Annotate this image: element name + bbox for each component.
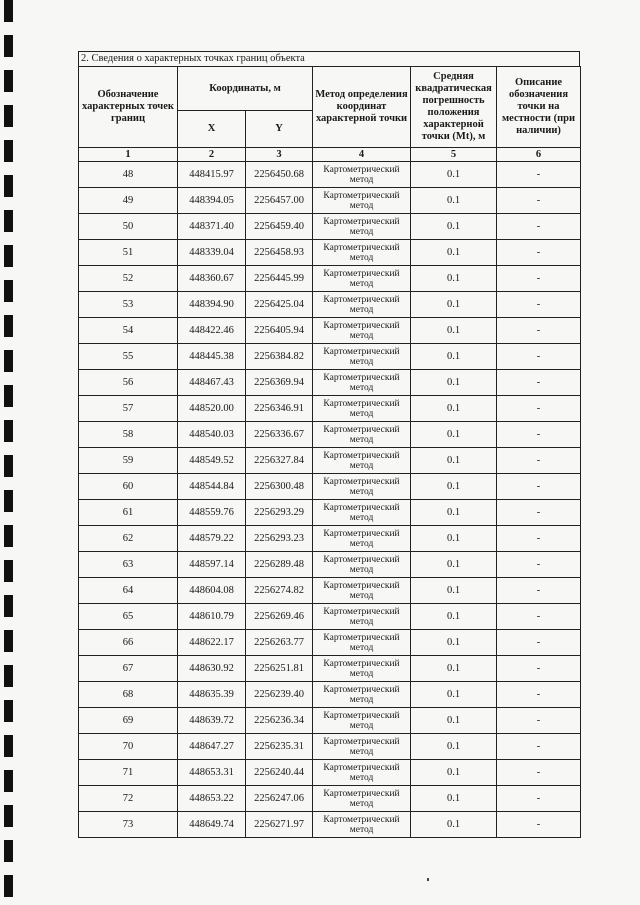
error-cell: 0.1 xyxy=(411,578,497,604)
x-coordinate-cell: 448559.76 xyxy=(178,500,246,526)
method-cell xyxy=(313,786,411,812)
method-cell xyxy=(313,396,411,422)
y-coordinate-cell: 2256251.81 xyxy=(246,656,313,682)
column-number: 3 xyxy=(246,148,313,162)
point-number-cell: 72 xyxy=(79,786,178,812)
point-number-cell: 54 xyxy=(79,318,178,344)
method-cell xyxy=(313,240,411,266)
x-coordinate-cell: 448544.84 xyxy=(178,474,246,500)
description-cell: - xyxy=(497,344,581,370)
method-line-2: метод xyxy=(349,538,374,549)
description-cell: - xyxy=(497,760,581,786)
error-cell: 0.1 xyxy=(411,656,497,682)
method-cell xyxy=(313,552,411,578)
point-number-cell: 69 xyxy=(79,708,178,734)
point-number-cell: 73 xyxy=(79,812,178,838)
header-y: Y xyxy=(246,111,313,148)
method-line-2: метод xyxy=(349,694,374,705)
error-cell: 0.1 xyxy=(411,474,497,500)
x-coordinate-cell: 448647.27 xyxy=(178,734,246,760)
method-line-1: Картометрический xyxy=(323,762,400,773)
x-coordinate-cell: 448549.52 xyxy=(178,448,246,474)
method-cell xyxy=(313,448,411,474)
point-number-cell: 52 xyxy=(79,266,178,292)
x-coordinate-cell: 448415.97 xyxy=(178,162,246,188)
method-cell xyxy=(313,708,411,734)
description-cell: - xyxy=(497,578,581,604)
description-cell: - xyxy=(497,292,581,318)
x-coordinate-cell: 448520.00 xyxy=(178,396,246,422)
method-cell xyxy=(313,318,411,344)
error-cell: 0.1 xyxy=(411,344,497,370)
table-row xyxy=(79,812,581,838)
x-coordinate-cell: 448445.38 xyxy=(178,344,246,370)
error-cell: 0.1 xyxy=(411,552,497,578)
method-line-1: Картометрический xyxy=(323,190,400,201)
method-line-1: Картометрический xyxy=(323,320,400,331)
x-coordinate-cell: 448649.74 xyxy=(178,812,246,838)
table-row xyxy=(79,214,581,240)
x-coordinate-cell: 448394.90 xyxy=(178,292,246,318)
method-line-1: Картометрический xyxy=(323,580,400,591)
description-cell: - xyxy=(497,656,581,682)
table-row xyxy=(79,396,581,422)
y-coordinate-cell: 2256445.99 xyxy=(246,266,313,292)
description-cell: - xyxy=(497,786,581,812)
method-line-2: метод xyxy=(349,434,374,445)
error-cell: 0.1 xyxy=(411,240,497,266)
error-cell: 0.1 xyxy=(411,396,497,422)
description-cell: - xyxy=(497,214,581,240)
description-cell: - xyxy=(497,552,581,578)
method-line-2: метод xyxy=(349,408,374,419)
method-line-1: Картометрический xyxy=(323,814,400,825)
y-coordinate-cell: 2256336.67 xyxy=(246,422,313,448)
description-cell: - xyxy=(497,370,581,396)
point-number-cell: 60 xyxy=(79,474,178,500)
method-line-2: метод xyxy=(349,668,374,679)
description-cell: - xyxy=(497,240,581,266)
column-number: 4 xyxy=(313,148,411,162)
method-line-2: метод xyxy=(349,226,374,237)
point-number-cell: 71 xyxy=(79,760,178,786)
description-cell: - xyxy=(497,682,581,708)
error-cell: 0.1 xyxy=(411,292,497,318)
method-line-1: Картометрический xyxy=(323,268,400,279)
description-cell: - xyxy=(497,630,581,656)
description-cell: - xyxy=(497,604,581,630)
method-cell xyxy=(313,266,411,292)
x-coordinate-cell: 448579.22 xyxy=(178,526,246,552)
point-number-cell: 65 xyxy=(79,604,178,630)
method-line-2: метод xyxy=(349,330,374,341)
method-cell xyxy=(313,734,411,760)
y-coordinate-cell: 2256384.82 xyxy=(246,344,313,370)
error-cell: 0.1 xyxy=(411,760,497,786)
method-line-1: Картометрический xyxy=(323,372,400,383)
method-line-1: Картометрический xyxy=(323,450,400,461)
method-cell xyxy=(313,474,411,500)
method-line-2: метод xyxy=(349,382,374,393)
table-row xyxy=(79,630,581,656)
error-cell: 0.1 xyxy=(411,266,497,292)
point-number-cell: 49 xyxy=(79,188,178,214)
x-coordinate-cell: 448622.17 xyxy=(178,630,246,656)
point-number-cell: 61 xyxy=(79,500,178,526)
point-number-cell: 55 xyxy=(79,344,178,370)
column-number: 5 xyxy=(411,148,497,162)
method-line-2: метод xyxy=(349,720,374,731)
x-coordinate-cell: 448597.14 xyxy=(178,552,246,578)
method-line-1: Картометрический xyxy=(323,606,400,617)
x-coordinate-cell: 448540.03 xyxy=(178,422,246,448)
error-cell: 0.1 xyxy=(411,604,497,630)
description-cell: - xyxy=(497,422,581,448)
point-number-cell: 63 xyxy=(79,552,178,578)
method-cell xyxy=(313,344,411,370)
y-coordinate-cell: 2256458.93 xyxy=(246,240,313,266)
table-row xyxy=(79,578,581,604)
method-line-1: Картометрический xyxy=(323,528,400,539)
error-cell: 0.1 xyxy=(411,162,497,188)
method-line-1: Картометрический xyxy=(323,788,400,799)
method-line-1: Картометрический xyxy=(323,346,400,357)
point-number-cell: 68 xyxy=(79,682,178,708)
point-number-cell: 66 xyxy=(79,630,178,656)
y-coordinate-cell: 2256274.82 xyxy=(246,578,313,604)
description-cell: - xyxy=(497,812,581,838)
header-coordinates: Координаты, м xyxy=(178,67,313,111)
boundary-points-sheet xyxy=(78,51,580,838)
y-coordinate-cell: 2256300.48 xyxy=(246,474,313,500)
method-line-2: метод xyxy=(349,486,374,497)
table-row xyxy=(79,318,581,344)
x-coordinate-cell: 448604.08 xyxy=(178,578,246,604)
column-number: 2 xyxy=(178,148,246,162)
method-line-1: Картометрический xyxy=(323,658,400,669)
y-coordinate-cell: 2256405.94 xyxy=(246,318,313,344)
method-line-1: Картометрический xyxy=(323,736,400,747)
method-cell xyxy=(313,370,411,396)
point-number-cell: 53 xyxy=(79,292,178,318)
method-cell xyxy=(313,604,411,630)
x-coordinate-cell: 448653.22 xyxy=(178,786,246,812)
method-line-2: метод xyxy=(349,278,374,289)
header-point-designation: Обозначение характерных точек границ xyxy=(79,67,178,148)
description-cell: - xyxy=(497,474,581,500)
description-cell: - xyxy=(497,188,581,214)
method-cell xyxy=(313,630,411,656)
description-cell: - xyxy=(497,318,581,344)
method-line-1: Картометрический xyxy=(323,242,400,253)
method-line-2: метод xyxy=(349,824,374,835)
y-coordinate-cell: 2256450.68 xyxy=(246,162,313,188)
method-cell xyxy=(313,500,411,526)
table-row xyxy=(79,240,581,266)
point-number-cell: 48 xyxy=(79,162,178,188)
x-coordinate-cell: 448422.46 xyxy=(178,318,246,344)
point-number-cell: 57 xyxy=(79,396,178,422)
scan-speck xyxy=(427,878,429,881)
method-line-2: метод xyxy=(349,460,374,471)
y-coordinate-cell: 2256457.00 xyxy=(246,188,313,214)
method-line-1: Картометрический xyxy=(323,294,400,305)
point-number-cell: 51 xyxy=(79,240,178,266)
method-line-2: метод xyxy=(349,356,374,367)
y-coordinate-cell: 2256293.23 xyxy=(246,526,313,552)
y-coordinate-cell: 2256263.77 xyxy=(246,630,313,656)
method-cell xyxy=(313,578,411,604)
column-number: 6 xyxy=(497,148,581,162)
table-row xyxy=(79,734,581,760)
method-cell xyxy=(313,162,411,188)
method-line-2: метод xyxy=(349,512,374,523)
x-coordinate-cell: 448360.67 xyxy=(178,266,246,292)
table-row xyxy=(79,474,581,500)
y-coordinate-cell: 2256240.44 xyxy=(246,760,313,786)
table-row xyxy=(79,370,581,396)
x-coordinate-cell: 448639.72 xyxy=(178,708,246,734)
y-coordinate-cell: 2256425.04 xyxy=(246,292,313,318)
table-row xyxy=(79,552,581,578)
header-x: X xyxy=(178,111,246,148)
method-line-2: метод xyxy=(349,590,374,601)
table-row xyxy=(79,604,581,630)
table-row xyxy=(79,500,581,526)
method-line-1: Картометрический xyxy=(323,632,400,643)
y-coordinate-cell: 2256289.48 xyxy=(246,552,313,578)
method-cell xyxy=(313,188,411,214)
y-coordinate-cell: 2256459.40 xyxy=(246,214,313,240)
error-cell: 0.1 xyxy=(411,500,497,526)
method-line-2: метод xyxy=(349,304,374,315)
table-row xyxy=(79,448,581,474)
description-cell: - xyxy=(497,162,581,188)
method-cell xyxy=(313,292,411,318)
method-line-1: Картометрический xyxy=(323,684,400,695)
description-cell: - xyxy=(497,708,581,734)
y-coordinate-cell: 2256293.29 xyxy=(246,500,313,526)
binding-holes-strip xyxy=(4,0,13,905)
method-line-1: Картометрический xyxy=(323,164,400,175)
point-number-cell: 64 xyxy=(79,578,178,604)
header-method: Метод определения координат характерной точки xyxy=(313,67,411,148)
x-coordinate-cell: 448371.40 xyxy=(178,214,246,240)
method-line-2: метод xyxy=(349,798,374,809)
method-cell xyxy=(313,760,411,786)
error-cell: 0.1 xyxy=(411,708,497,734)
error-cell: 0.1 xyxy=(411,526,497,552)
error-cell: 0.1 xyxy=(411,812,497,838)
error-cell: 0.1 xyxy=(411,214,497,240)
y-coordinate-cell: 2256235.31 xyxy=(246,734,313,760)
section-title: 2. Сведения о характерных точках границ объекта xyxy=(78,51,580,66)
y-coordinate-cell: 2256327.84 xyxy=(246,448,313,474)
y-coordinate-cell: 2256269.46 xyxy=(246,604,313,630)
description-cell: - xyxy=(497,500,581,526)
point-number-cell: 70 xyxy=(79,734,178,760)
error-cell: 0.1 xyxy=(411,734,497,760)
error-cell: 0.1 xyxy=(411,422,497,448)
table-row xyxy=(79,344,581,370)
table-row xyxy=(79,292,581,318)
error-cell: 0.1 xyxy=(411,448,497,474)
x-coordinate-cell: 448394.05 xyxy=(178,188,246,214)
table-row xyxy=(79,266,581,292)
table-row xyxy=(79,526,581,552)
point-number-cell: 58 xyxy=(79,422,178,448)
method-cell xyxy=(313,812,411,838)
method-line-1: Картометрический xyxy=(323,424,400,435)
method-line-1: Картометрический xyxy=(323,502,400,513)
method-line-2: метод xyxy=(349,616,374,627)
point-number-cell: 67 xyxy=(79,656,178,682)
description-cell: - xyxy=(497,396,581,422)
table-row xyxy=(79,422,581,448)
method-cell xyxy=(313,526,411,552)
y-coordinate-cell: 2256369.94 xyxy=(246,370,313,396)
x-coordinate-cell: 448630.92 xyxy=(178,656,246,682)
method-cell xyxy=(313,214,411,240)
description-cell: - xyxy=(497,448,581,474)
method-line-2: метод xyxy=(349,746,374,757)
x-coordinate-cell: 448467.43 xyxy=(178,370,246,396)
table-body xyxy=(79,162,581,838)
header-description: Описание обозначения точки на местности (при наличии) xyxy=(497,67,581,148)
method-line-1: Картометрический xyxy=(323,398,400,409)
table-row xyxy=(79,760,581,786)
method-line-1: Картометрический xyxy=(323,710,400,721)
table-row xyxy=(79,708,581,734)
description-cell: - xyxy=(497,734,581,760)
y-coordinate-cell: 2256239.40 xyxy=(246,682,313,708)
y-coordinate-cell: 2256247.06 xyxy=(246,786,313,812)
method-line-2: метод xyxy=(349,642,374,653)
method-line-2: метод xyxy=(349,252,374,263)
x-coordinate-cell: 448610.79 xyxy=(178,604,246,630)
error-cell: 0.1 xyxy=(411,370,497,396)
table-row xyxy=(79,162,581,188)
description-cell: - xyxy=(497,526,581,552)
point-number-cell: 59 xyxy=(79,448,178,474)
table-row xyxy=(79,656,581,682)
method-line-2: метод xyxy=(349,174,374,185)
method-line-2: метод xyxy=(349,564,374,575)
column-number: 1 xyxy=(79,148,178,162)
method-cell xyxy=(313,682,411,708)
description-cell: - xyxy=(497,266,581,292)
y-coordinate-cell: 2256346.91 xyxy=(246,396,313,422)
boundary-points-table xyxy=(78,66,581,838)
y-coordinate-cell: 2256236.34 xyxy=(246,708,313,734)
method-line-1: Картометрический xyxy=(323,476,400,487)
error-cell: 0.1 xyxy=(411,682,497,708)
table-row xyxy=(79,188,581,214)
header-error: Средняя квадратическая погрешность положения характерной точки (Mt), м xyxy=(411,67,497,148)
point-number-cell: 62 xyxy=(79,526,178,552)
method-line-2: метод xyxy=(349,200,374,211)
table-row xyxy=(79,682,581,708)
table-row xyxy=(79,786,581,812)
method-cell xyxy=(313,656,411,682)
error-cell: 0.1 xyxy=(411,630,497,656)
x-coordinate-cell: 448339.04 xyxy=(178,240,246,266)
method-line-2: метод xyxy=(349,772,374,783)
column-number-row xyxy=(79,148,581,162)
x-coordinate-cell: 448653.31 xyxy=(178,760,246,786)
point-number-cell: 50 xyxy=(79,214,178,240)
method-line-1: Картометрический xyxy=(323,216,400,227)
method-line-1: Картометрический xyxy=(323,554,400,565)
x-coordinate-cell: 448635.39 xyxy=(178,682,246,708)
error-cell: 0.1 xyxy=(411,786,497,812)
point-number-cell: 56 xyxy=(79,370,178,396)
error-cell: 0.1 xyxy=(411,188,497,214)
method-cell xyxy=(313,422,411,448)
error-cell: 0.1 xyxy=(411,318,497,344)
y-coordinate-cell: 2256271.97 xyxy=(246,812,313,838)
